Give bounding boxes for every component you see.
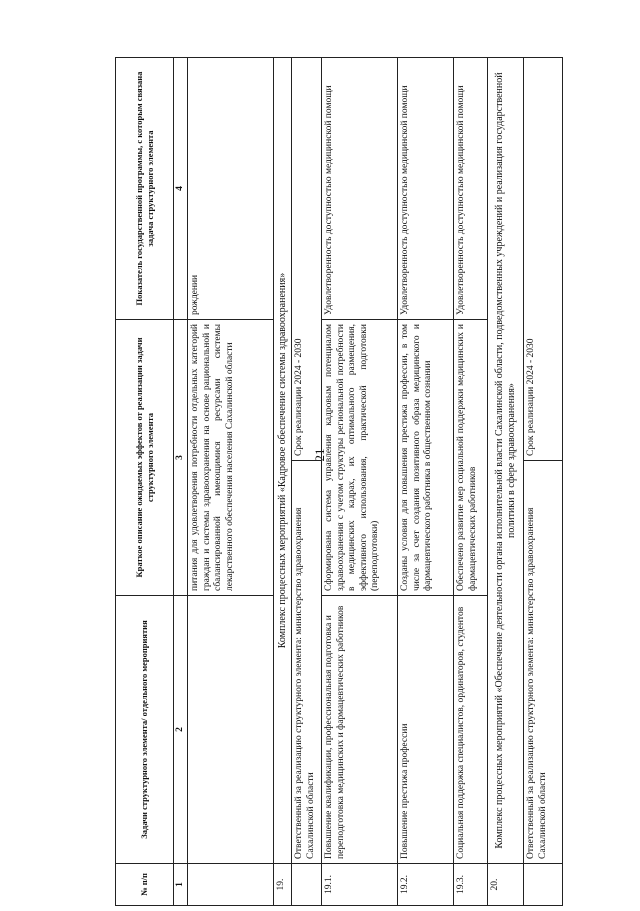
section-20-row xyxy=(488,58,524,906)
continuation-row xyxy=(188,58,274,906)
header-indicator: Показатель государственной программы, с которым связана задача структурного элемента xyxy=(116,58,174,320)
responsible-text: Ответственный за реализацию структурного элемента: министерство здравоохранения Сахалинской области xyxy=(294,507,316,859)
section-20-responsible-row xyxy=(524,58,563,906)
header-effect: Краткое описание ожидаемых эффектов от реализации задачи структурного элемента xyxy=(116,320,174,596)
row-19-3 xyxy=(454,58,488,906)
section-19-row xyxy=(274,58,292,906)
row-number: 20. xyxy=(488,864,524,906)
indicator-cell: Удовлетворенность доступностью медицинской помощи xyxy=(398,58,454,320)
responsible-text: Ответственный за реализацию структурного элемента: министерство здравоохранения Сахалинской области xyxy=(526,507,548,859)
task-cell: Повышение квалификации, профессиональная подготовка и переподготовка медицинских и фармацевтических работников xyxy=(322,596,398,864)
implementation-term: Срок реализации 2024 - 2030 xyxy=(524,58,562,461)
task-cell: Социальная поддержка специалистов, ординаторов, студентов xyxy=(454,596,488,864)
row-number: 19.3. xyxy=(454,864,488,906)
header-row xyxy=(116,58,174,906)
row-19-1 xyxy=(322,58,398,906)
column-numbers-row xyxy=(174,58,188,906)
indicator-cell: рождении xyxy=(188,58,274,320)
page-number: 21 xyxy=(312,448,327,462)
task-cell: Повышение престижа профессии xyxy=(398,596,454,864)
row-19-2 xyxy=(398,58,454,906)
section-title: Комплекс процессных мероприятий «Обеспечение деятельности органа исполнительной власти Сахалинской области, подведомственных учреждений и реализация государственной политики в сфере здравоохранения» xyxy=(488,58,524,864)
indicator-cell: Удовлетворенность доступностью медицинской помощи xyxy=(322,58,398,320)
col-number-2: 2 xyxy=(174,596,188,864)
header-task: Задачи структурного элемента/ отдельного мероприятия xyxy=(116,596,174,864)
row-number: 19.1. xyxy=(322,864,398,906)
col-number-1: 1 xyxy=(174,864,188,906)
col-number-3: 3 xyxy=(174,320,188,596)
row-number: 19. xyxy=(274,864,292,906)
implementation-term: Срок реализации 2024 - 2030 xyxy=(292,58,321,461)
effect-cell: Созданы условия для повышения престижа профессии, в том числе за счет создания позитивного образа медицинского и фармацевтического работника в общественном сознании xyxy=(398,320,454,596)
measures-table xyxy=(115,57,563,906)
row-number: 19.2. xyxy=(398,864,454,906)
section-19-responsible-row xyxy=(292,58,322,906)
rotated-page xyxy=(115,58,560,906)
effect-cell: питания для удовлетворения потребности отдельных категорий граждан и системы здравоохранения на основе рациональной и сбалансированной имеющимися ресурсами системы лекарственного обеспечения населения Сахалинской области xyxy=(188,320,274,596)
col-number-4: 4 xyxy=(174,58,188,320)
indicator-cell: Удовлетворенность доступностью медицинской помощи xyxy=(454,58,488,320)
header-number: № п/п xyxy=(116,864,174,906)
effect-cell: Сформирована система управления кадровым потенциалом здравоохранения с учетом структуры региональной потребности в медицинских кадрах, их оптимального размещения, эффективного использования, практической подготовки (переподготовки) xyxy=(322,320,398,596)
effect-cell: Обеспечено развитие мер социальной поддержки медицинских и фармацевтических работников xyxy=(454,320,488,596)
section-title: Комплекс процессных мероприятий «Кадровое обеспечение системы здравоохранения» xyxy=(274,58,292,864)
